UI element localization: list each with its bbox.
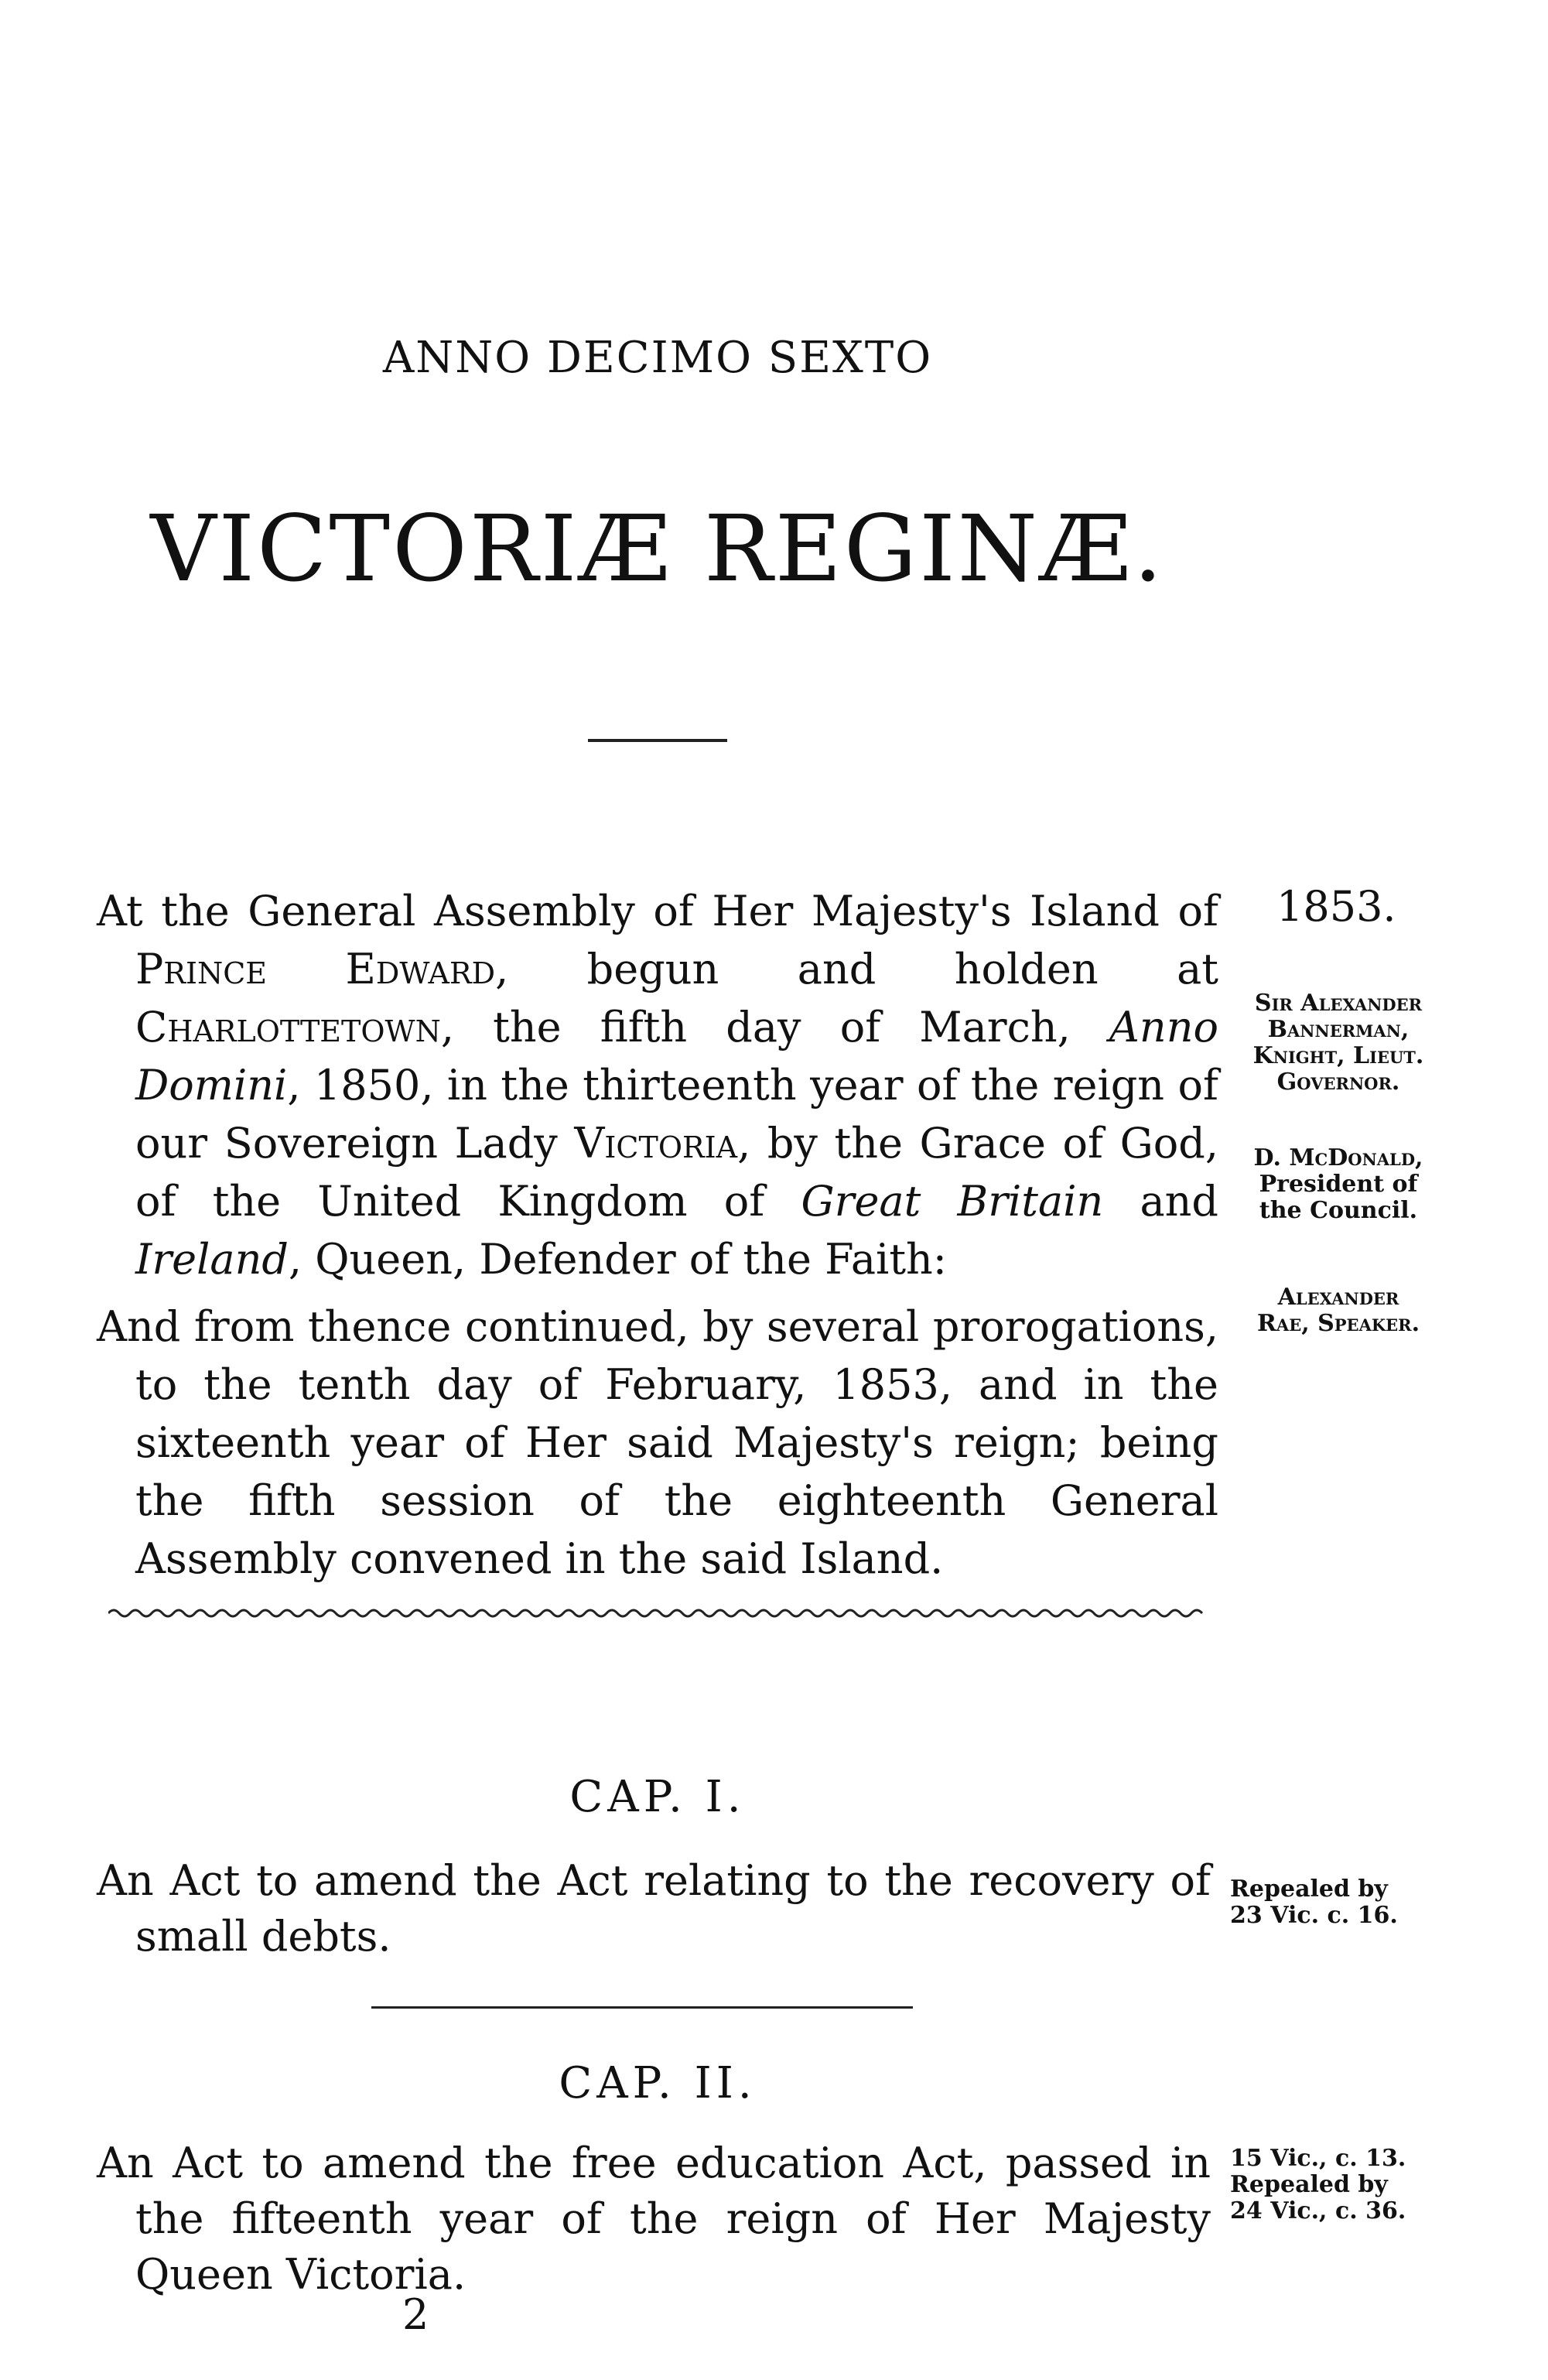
cap-2-heading: CAP. II.: [559, 2058, 757, 2108]
margin-line: President of: [1259, 1171, 1418, 1198]
regnal-year-heading: ANNO DECIMO SEXTO: [382, 333, 933, 383]
margin-year: 1853.: [1276, 882, 1396, 931]
reign-title: VICTORIÆ REGINÆ.: [150, 495, 1165, 602]
margin-line: 23 Vic. c. 16.: [1230, 1902, 1398, 1929]
margin-note-governor: [1215, 990, 1462, 1096]
margin-line: Repealed by: [1230, 1876, 1388, 1903]
preamble: [97, 882, 1218, 1588]
margin-line: 24 Vic., c. 36.: [1230, 2197, 1406, 2224]
cap-2-margin-note: [1230, 2146, 1462, 2224]
margin-line: Knight, Lieut.: [1252, 1042, 1424, 1069]
preamble-text: , begun and holden at: [495, 945, 1218, 993]
cap-divider-rule: [371, 2006, 913, 2009]
preamble-text: , the fifth day of March,: [440, 1003, 1109, 1052]
preamble-text: , by the Grace of God, of the United Kingdom of: [135, 1119, 1218, 1226]
cap-2-description: An Act to amend the free education Act, passed in the fifteenth year of the reign of Her Majesty Queen Victoria.: [97, 2139, 1211, 2299]
cap-1-heading: CAP. I.: [569, 1772, 746, 1822]
margin-note-speaker: [1215, 1284, 1462, 1337]
cap-1-margin-note: [1230, 1876, 1462, 1929]
latin-phrase: Anno Domini: [135, 1003, 1218, 1110]
margin-line: Bannerman,: [1267, 1016, 1410, 1043]
preamble-text: , Queen, Defender of the Faith:: [288, 1235, 948, 1284]
margin-line: Repealed by: [1230, 2171, 1388, 2198]
margin-line: Alexander: [1277, 1284, 1399, 1311]
margin-line: 15 Vic., c. 13.: [1230, 2145, 1406, 2172]
margin-note-president: [1215, 1145, 1462, 1224]
preamble-text: and: [1103, 1177, 1218, 1226]
margin-line: Sir Alexander: [1254, 990, 1423, 1017]
cap-1-text: [97, 1853, 1211, 1965]
sovereign-name: Victoria: [574, 1119, 738, 1168]
place-name: Prince Edward: [135, 945, 496, 993]
place-name: Great Britain: [801, 1177, 1104, 1226]
margin-line: D. McDonald,: [1253, 1144, 1423, 1171]
wavy-divider: [108, 1605, 1207, 1621]
cap-2-text: [97, 2136, 1211, 2303]
preamble-paragraph-2: And from thence continued, by several prorogations, to the tenth day of February, 1853, and in the sixteenth year of Her said Majesty's reign; being the fifth session of the eighteenth General Assembly convened in the said Island.: [97, 1302, 1218, 1583]
margin-line: Rae, Speaker.: [1256, 1310, 1420, 1337]
place-name: Charlottetown: [135, 1003, 441, 1052]
signature-mark: 2: [402, 2290, 429, 2339]
margin-line: Governor.: [1276, 1069, 1400, 1096]
place-name: Ireland: [135, 1235, 289, 1284]
preamble-text: At the General Assembly of Her Majesty's Island of: [97, 887, 1218, 935]
divider-rule: [588, 739, 727, 742]
preamble-text: , 1850, in the thirteenth year of the reign of our Sovereign Lady: [135, 1061, 1218, 1168]
margin-line: the Council.: [1259, 1197, 1418, 1224]
preamble-paragraph-1: [97, 882, 1218, 1288]
cap-1-description: An Act to amend the Act relating to the recovery of small debts.: [97, 1856, 1211, 1961]
